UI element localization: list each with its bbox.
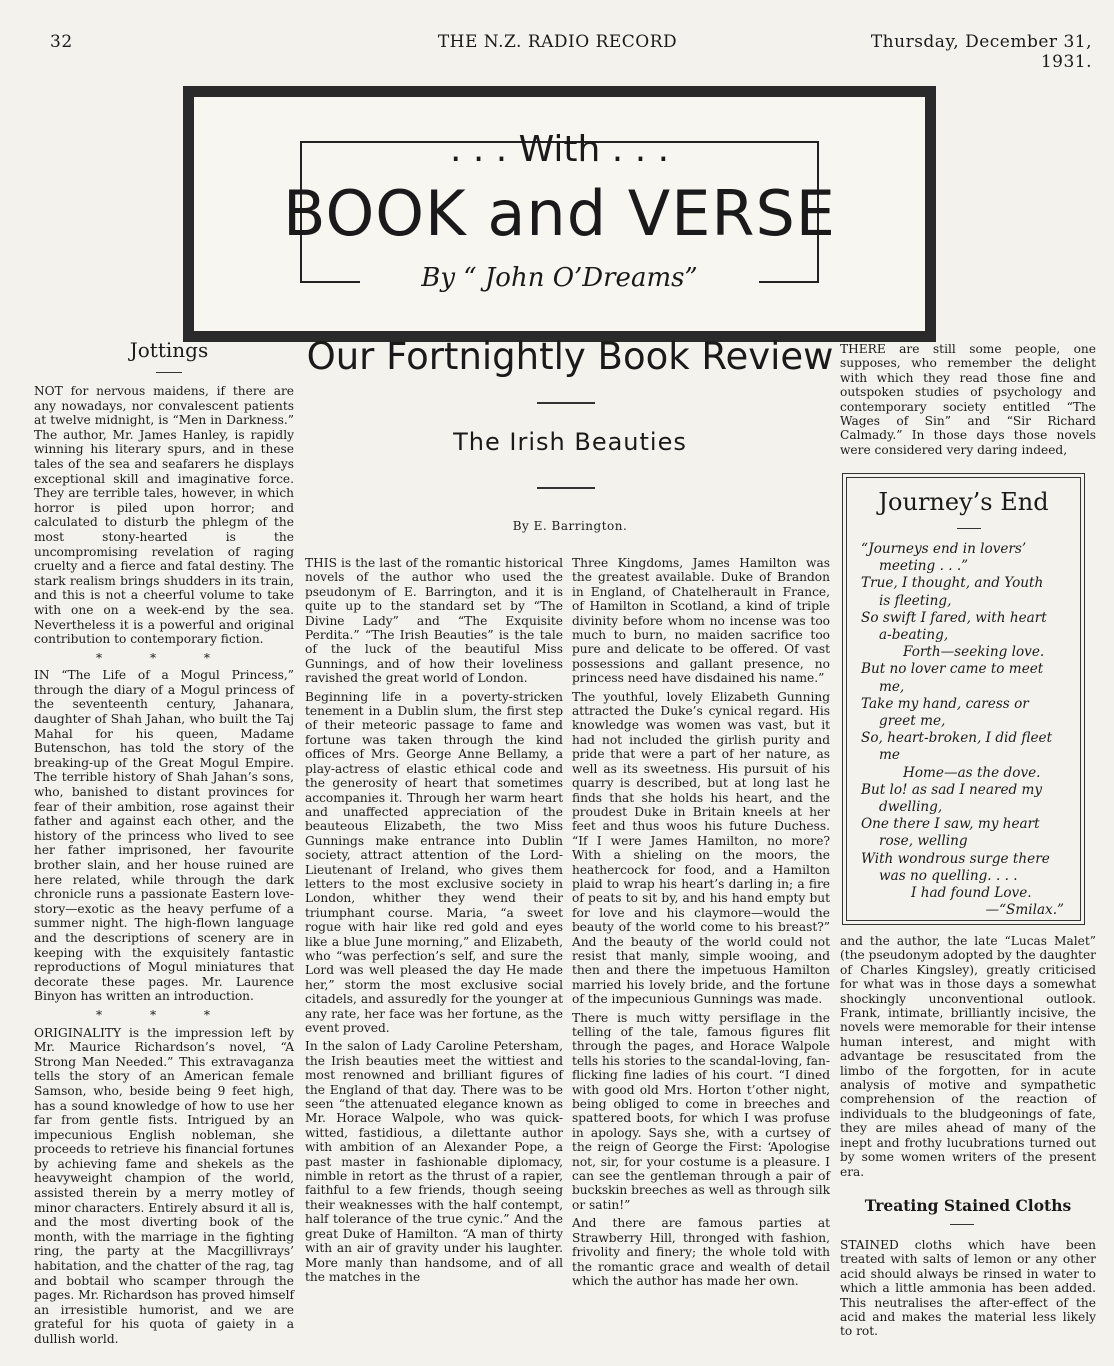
right-column-top <box>840 342 1096 461</box>
stains-paragraph: STAINED cloths which have been treated with salts of lemon or any other acid should always be rinsed in water to which a little ammonia has been added. This neutralises the after-effect of the acid and makes the material less likely to rot. <box>840 1238 1096 1339</box>
right-paragraph-2: and the author, the late “Lucas Malet” (the pseudonym adopted by the daughter of Charles Kingsley), greatly criticised for what was in those days a somewhat shockingly unconventional outlook. Frank, intimate, brilliantly incisive, the novels were memorable for their intense human interest, and might with advantage be resuscitated from the limbo of the forgotten, for in acute analysis of motive and sympathetic comprehension of the reaction of individuals to the bludgeonings of fate, they are miles ahead of many of the inept and frothy lucubrations turned out by some women writers of the present era. <box>840 934 1096 1179</box>
issue-date: Thursday, December 31, 1931. <box>870 32 1092 72</box>
poem-line: But lo! as sad I neared my <box>861 781 1043 798</box>
stains-column <box>840 1238 1096 1343</box>
poem-line: One there I saw, my heart <box>861 816 1040 833</box>
poem-title: Journey’s End <box>878 488 1049 516</box>
subtitle-rule <box>537 487 595 489</box>
poem-line: Home—as the dove. <box>903 764 1041 781</box>
poem-line: a-beating, <box>879 627 949 644</box>
right-paragraph-1: THERE are still some people, one supposes, who remember the delight with which they read those fine and outspoken studies of psychology and contemporary society entitled “The Wages of Sin” and “Sir Richard Calmady.” In those days those novels were considered very daring indeed, <box>840 342 1096 457</box>
jottings-paragraph-2: IN “The Life of a Mogul Princess,” through the diary of a Mogul princess of the seventeenth century, Jahanara, daughter of Shah Jahan, who built the Taj Mahal for his queen, Madame Butenschon, has told the story of the breaking-up of the Great Mogul Empire. The terrible history of Shah Jahan’s sons, who, banished to distant provinces for fear of their ambition, rose against their father and against each other, and the history of the princess who lived to see her father imprisoned, her favourite brother slain, and her house ruined are here related, while through the dark chronicle runs a passionate Eastern love-story—exotic as the heavy perfume of a summer night. The high-flown language and the descriptions of scenery are in keeping with the exquisitely fantastic reproductions of Mogul miniatures that decorate these pages. Mr. Laurence Binyon has written an introduction. <box>34 668 294 1004</box>
review-byline: By E. Barrington. <box>512 519 628 533</box>
banner-title: BOOK and VERSE <box>283 177 836 250</box>
poem-line: Take my hand, caress or <box>861 695 1029 712</box>
poem-line: me <box>879 747 900 764</box>
page-number: 32 <box>50 32 73 52</box>
poem-line: me, <box>879 678 905 695</box>
banner-byline: By “ John O’Dreams” <box>421 263 698 293</box>
banner-with: . . . With . . . <box>449 129 670 170</box>
poem-line: was no quelling. . . . <box>879 867 1018 884</box>
poem-line: meeting . . .” <box>879 558 969 575</box>
review-column-1 <box>305 556 563 1288</box>
jottings-paragraph-3: ORIGINALITY is the impression left by Mr. Maurice Richardson’s novel, “A Strong Man Needed.” This extravaganza tells the story of an American female Samson, who, beside being 9 feet high, has a sound knowledge of how to use her far from gentle fists. Intrigued by an impecunious English nobleman, she proceeds to retrieve his financial fortunes by achieving fame and shekels as the heavyweight champion of the world, assisted therein by a merry motley of minor characters. Entirely absurd it all is, and the most diverting book of the month, with the marriage in the fighting ring, the party at the Macgillivrays’ habitation, and the chatter of the rag, tag and bobtail who scamper through the pages. Mr. Richardson has proved himself an irresistible humorist, and we are grateful for his quota of gaiety in a dullish world. <box>34 1025 294 1346</box>
poem-line: With wondrous surge there <box>861 850 1050 867</box>
jottings-paragraph-1: NOT for nervous maidens, if there are any nowadays, nor convalescent patients at twelve midnight, is “Men in Darkness.” The author, Mr. James Hanley, is rapidly winning his literary spurs, and in these tales of the sea and seafarers he displays exceptional skill and imaginative force. They are terrible tales, however, in which horror is piled upon horror; and calculated to disturb the phlegm of the most stony-hearted is the uncompromising revelation of raging cruelty and a fierce and fatal destiny. The stark realism brings shudders in its train, and this is not a cheerful volume to take with one on a week-end by the sea. Nevertheless it is a powerful and original contribution to contemporary fiction. <box>34 384 294 647</box>
stains-heading: Treating Stained Cloths <box>864 1196 1072 1215</box>
jottings-rule <box>156 372 182 373</box>
poem-line: So swift I fared, with heart <box>861 609 1047 626</box>
review-subtitle: The Irish Beauties <box>453 428 687 456</box>
review-paragraph: There is much witty persiflage in the telling of the tale, famous figures flit through the pages, and Horace Walpole tells his stories to the scandal-loving, fan-flicking fine ladies of his court. “I dined with good old Mrs. Horton t’other night, being obliged to come in breeches and spattered boots, for which I was profuse in apology. Says she, with a curtsey of the reign of George the First: ‘Apologise not, sir, for your costume is a pleasure. I can see the gentleman through a pair of buckskin breeches as well as through silk or satin!” <box>572 1010 831 1212</box>
review-paragraph: Beginning life in a poverty-stricken tenement in a Dublin slum, the first step of their meteoric passage to fame and fortune was taken through the kind offices of Mrs. George Anne Bellamy, a play-actress of elastic ethical code and the generosity of heart that sometimes accompanies it. Through her warm heart and unaffected appreciation of the beauteous Elizabeth, the two Miss Gunnings make entrance into Dublin society, attract attention of the Lord-Lieutenant of Ireland, who gives them letters to the most exclusive society in London, whither they wend their triumphant course. Maria, “a sweet rogue with hair like red gold and eyes like a blue June morning,” and Elizabeth, who “was perfection’s self, and sure the Lord was well pleased the day He made her,” storm the most exclusive social citadels, and assuredly for the younger at any rate, her face was her fortune, as the event proved. <box>305 689 563 1035</box>
poem-line: is fleeting, <box>879 592 952 609</box>
poem-signature: —“Smilax.” <box>985 902 1064 919</box>
poem-rule <box>957 528 981 529</box>
stains-rule <box>950 1224 974 1225</box>
review-title: Our Fortnightly Book Review <box>306 335 834 378</box>
title-rule <box>537 402 595 404</box>
review-column-2 <box>572 556 830 1292</box>
poem-box <box>842 473 1085 925</box>
poem-line: greet me, <box>879 713 946 730</box>
review-paragraph: In the salon of Lady Caroline Petersham, the Irish beauties meet the wittiest and most renowned and brilliant figures of the England of that day. There was to be seen “the attenuated elegance known as Mr. Horace Walpole, who was quick-witted, fastidious, a dilettante author with ambition of an Alexander Pope, a past master in fashionable diplomacy, nimble in retort as the thrust of a rapier, faithful to a few friends, though seeing their weaknesses with the half contempt, half tolerance of the true cynic.” And the great Duke of Hamilton. “A man of thirty with an air of gravity under his laughter. More manly than handsome, and of all the matches in the <box>305 1039 563 1284</box>
poem-line: So, heart-broken, I did fleet <box>861 730 1053 747</box>
poem-line: But no lover came to meet <box>861 661 1044 678</box>
review-paragraph: The youthful, lovely Elizabeth Gunning attracted the Duke’s cynical regard. His knowledge was women was vast, but it had not included the girlish purity and pride that were a part of her nature, as well as its sweetness. His pursuit of his quarry is described, but at long last he finds that she holds his heart, and the proudest Duke in Britain kneels at her feet and thus woos his future Duchess. “If I were James Hamilton, no more? With a shieling on the moors, the heathercock for food, and a Hamilton plaid to wrap his heart’s darling in; a fire of peats to sit by, and his hand empty but for love and his claymore—would the beauty of the world come to his breast?” And the beauty of the world could not resist that manly, simple wooing, and then and there the impetuous Hamilton married his lovely bride, and the fortune of the impecunious Gunnings was made. <box>572 689 830 1007</box>
section-stars: * * * <box>95 1007 233 1022</box>
poem-line: I had found Love. <box>911 885 1032 902</box>
review-paragraph: And there are famous parties at Strawberry Hill, thronged with fashion, frivolity and finery; the whole told with the romantic grace and wealth of detail which the author has made her own. <box>572 1216 830 1288</box>
right-column-bottom <box>840 934 1096 1183</box>
jottings-column <box>34 384 294 1351</box>
review-paragraph: THIS is the last of the romantic historical novels of the author who used the pseudonym of E. Barrington, and it is quite up to the standard set by “The Divine Lady” and “The Exquisite Perdita.” “The Irish Beauties” is the tale of the luck of the beautiful Miss Gunnings, and of how their loveliness ravished the great world of London. <box>305 556 563 686</box>
poem-line: Forth—seeking love. <box>903 644 1045 661</box>
poem-line: dwelling, <box>879 799 943 816</box>
review-paragraph: Three Kingdoms, James Hamilton was the greatest available. Duke of Brandon in England, of Chatelherault in France, of Hamilton in Scotland, a kind of triple divinity before whom no incense was too much to burn, no maiden sacrifice too pure and delicate to be offered. Of vast possessions and gallant presence, no princess need have disdained his name.” <box>572 556 830 686</box>
jottings-heading: Jottings <box>129 338 209 362</box>
poem-line: True, I thought, and Youth <box>861 575 1044 592</box>
banner <box>183 86 936 342</box>
poem-text <box>861 541 1068 919</box>
publication-title: THE N.Z. RADIO RECORD <box>437 32 678 52</box>
section-stars: * * * <box>95 650 233 665</box>
poem-line: “Journeys end in lovers’ <box>861 541 1027 557</box>
poem-line: rose, welling <box>879 833 968 850</box>
